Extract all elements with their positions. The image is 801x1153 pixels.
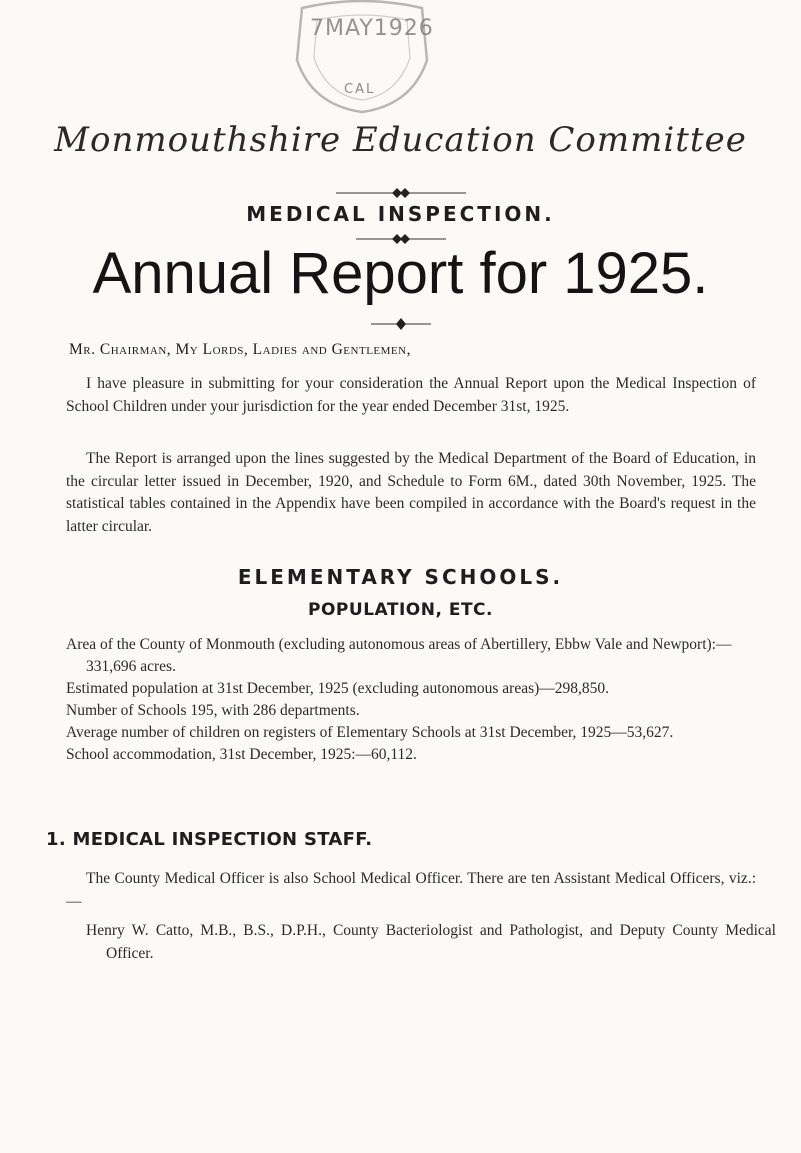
staff-heading: 1. MEDICAL INSPECTION STAFF. (46, 829, 373, 850)
intro-paragraph-2: The Report is arranged upon the lines suggested by the Medical Department of the Board of Education, in the circular letter issued in December, 1920, and Schedule to Form 6M., dated 30th November, 1925. The statistical tables contained in the Appendix have been compiled in accordance with the Board's request in the latter circular. (66, 450, 756, 535)
list-item: School accommodation, 31st December, 1925:—60,112. (66, 746, 417, 763)
intro-paragraph-1: I have pleasure in submitting for your consideration the Annual Report upon the Medical Inspection of School Children under your jurisdiction for the year ended December 31st, 1925. (66, 375, 756, 415)
elementary-schools-heading: ELEMENTARY SCHOOLS. (237, 565, 564, 589)
staff-paragraph: The County Medical Officer is also School Medical Officer. There are ten Assistant Medical Officers, viz.:— (66, 870, 756, 910)
list-item: Estimated population at 31st December, 1925 (excluding autonomous areas)—298,850. (66, 680, 610, 697)
report-title: Annual Report for 1925. (92, 241, 709, 306)
list-item: Area of the County of Monmouth (excluding autonomous areas of Abertillery, Ebbw Vale and Newport):—331,696 acres. (66, 636, 732, 675)
population-heading: POPULATION, ETC. (308, 600, 493, 620)
staff-entry: Henry W. Catto, M.B., B.S., D.P.H., County Bacteriologist and Pathologist, and Deputy County Medical Officer. (86, 922, 776, 962)
medical-inspection-subtitle: MEDICAL INSPECTION. (246, 202, 555, 226)
diamond-rule-icon (371, 317, 431, 331)
stamp-date: 7MAY1926 (310, 16, 434, 41)
list-item: Average number of children on registers of Elementary Schools at 31st December, 1925—53,627. (66, 724, 674, 741)
library-stamp (262, 0, 462, 118)
salutation: Mr. Chairman, My Lords, Ladies and Gentlemen, (69, 341, 411, 358)
ornament-divider (0, 185, 801, 199)
committee-title: Monmouthshire Education Committee (54, 120, 747, 160)
list-item: Number of Schools 195, with 286 departments. (66, 702, 360, 719)
diamond-rule-icon (336, 186, 466, 200)
population-list (66, 634, 766, 766)
stamp-partial-text: CAL (344, 82, 376, 97)
ornament-divider (0, 316, 801, 330)
